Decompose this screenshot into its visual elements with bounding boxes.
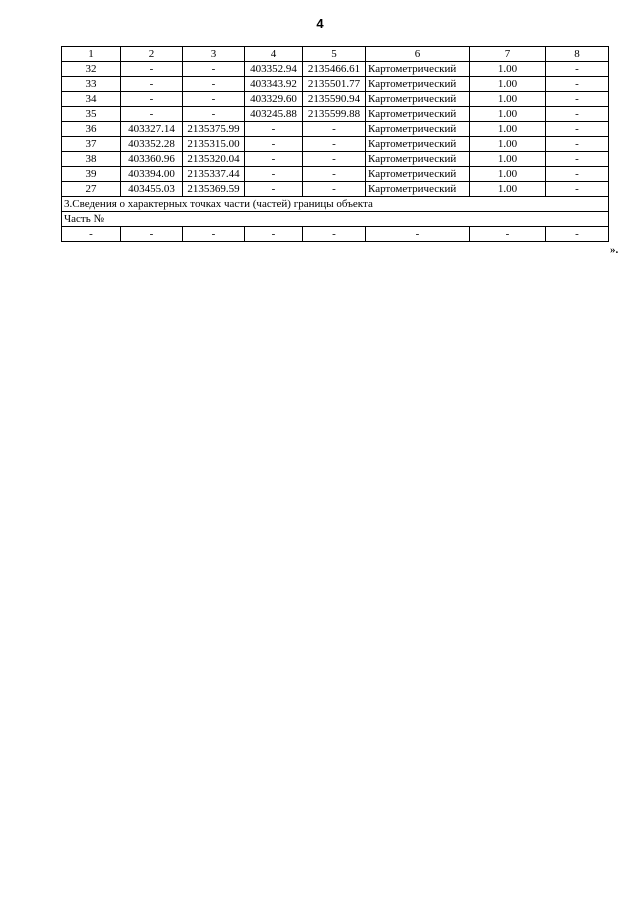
cell: - — [546, 152, 609, 167]
cell: Картометрический — [366, 137, 470, 152]
header-cell: 3 — [183, 47, 245, 62]
cell: - — [303, 227, 366, 242]
cell: - — [546, 227, 609, 242]
table-header-row — [62, 47, 609, 62]
cell: 1.00 — [470, 152, 546, 167]
cell: 1.00 — [470, 107, 546, 122]
empty-row — [62, 227, 609, 242]
cell: 2135466.61 — [303, 62, 366, 77]
cell: - — [546, 167, 609, 182]
table-row — [62, 167, 609, 182]
cell: - — [121, 92, 183, 107]
cell: 2135369.59 — [183, 182, 245, 197]
boundary-points-table — [61, 46, 609, 242]
cell: - — [303, 152, 366, 167]
cell: - — [121, 62, 183, 77]
cell: - — [245, 122, 303, 137]
cell: Картометрический — [366, 182, 470, 197]
cell: - — [121, 107, 183, 122]
cell: - — [121, 227, 183, 242]
cell: - — [546, 182, 609, 197]
cell: 35 — [62, 107, 121, 122]
cell: 33 — [62, 77, 121, 92]
cell: Картометрический — [366, 107, 470, 122]
cell: - — [546, 92, 609, 107]
cell: 403352.94 — [245, 62, 303, 77]
cell: - — [183, 62, 245, 77]
cell: - — [546, 62, 609, 77]
cell: - — [183, 92, 245, 107]
cell: 34 — [62, 92, 121, 107]
cell: - — [470, 227, 546, 242]
cell: 403327.14 — [121, 122, 183, 137]
cell: - — [183, 77, 245, 92]
header-cell: 8 — [546, 47, 609, 62]
cell: 403394.00 — [121, 167, 183, 182]
cell: - — [546, 107, 609, 122]
header-cell: 4 — [245, 47, 303, 62]
cell: - — [183, 107, 245, 122]
cell: Картометрический — [366, 152, 470, 167]
cell: 403329.60 — [245, 92, 303, 107]
cell: 403245.88 — [245, 107, 303, 122]
cell: 2135315.00 — [183, 137, 245, 152]
header-cell: 1 — [62, 47, 121, 62]
closing-quote-mark: ». — [610, 244, 619, 256]
cell: Картометрический — [366, 92, 470, 107]
header-cell: 5 — [303, 47, 366, 62]
cell: 37 — [62, 137, 121, 152]
cell: 2135599.88 — [303, 107, 366, 122]
table-row — [62, 122, 609, 137]
cell: - — [62, 227, 121, 242]
cell: 2135375.99 — [183, 122, 245, 137]
cell: - — [303, 167, 366, 182]
cell: 1.00 — [470, 77, 546, 92]
cell: - — [546, 137, 609, 152]
cell: Картометрический — [366, 122, 470, 137]
cell: 1.00 — [470, 137, 546, 152]
cell: - — [366, 227, 470, 242]
cell: - — [245, 227, 303, 242]
cell: - — [245, 152, 303, 167]
table-row — [62, 152, 609, 167]
page-number: 4 — [316, 16, 324, 31]
header-cell: 6 — [366, 47, 470, 62]
table-row — [62, 107, 609, 122]
cell: Картометрический — [366, 167, 470, 182]
table-row — [62, 92, 609, 107]
cell: - — [245, 137, 303, 152]
cell: - — [303, 122, 366, 137]
section-title-row — [62, 197, 609, 212]
cell: - — [546, 122, 609, 137]
cell: 1.00 — [470, 122, 546, 137]
cell: 39 — [62, 167, 121, 182]
header-cell: 2 — [121, 47, 183, 62]
cell: 32 — [62, 62, 121, 77]
cell: 2135590.94 — [303, 92, 366, 107]
cell: - — [183, 227, 245, 242]
part-number-label: Часть № — [62, 212, 609, 227]
cell: Картометрический — [366, 77, 470, 92]
cell: - — [245, 182, 303, 197]
cell: - — [546, 77, 609, 92]
cell: 403352.28 — [121, 137, 183, 152]
table-row — [62, 137, 609, 152]
cell: 2135337.44 — [183, 167, 245, 182]
cell: 403360.96 — [121, 152, 183, 167]
part-label-row — [62, 212, 609, 227]
header-cell: 7 — [470, 47, 546, 62]
cell: - — [303, 182, 366, 197]
section-3-title: 3.Сведения о характерных точках части (частей) границы объекта — [62, 197, 609, 212]
cell: Картометрический — [366, 62, 470, 77]
cell: 1.00 — [470, 182, 546, 197]
cell: 1.00 — [470, 92, 546, 107]
table-row — [62, 182, 609, 197]
cell: 1.00 — [470, 62, 546, 77]
cell: - — [303, 137, 366, 152]
cell: 403343.92 — [245, 77, 303, 92]
cell: 38 — [62, 152, 121, 167]
cell: 27 — [62, 182, 121, 197]
cell: - — [121, 77, 183, 92]
cell: 1.00 — [470, 167, 546, 182]
cell: - — [245, 167, 303, 182]
cell: 36 — [62, 122, 121, 137]
table-row — [62, 77, 609, 92]
cell: 403455.03 — [121, 182, 183, 197]
table-row — [62, 62, 609, 77]
cell: 2135320.04 — [183, 152, 245, 167]
cell: 2135501.77 — [303, 77, 366, 92]
